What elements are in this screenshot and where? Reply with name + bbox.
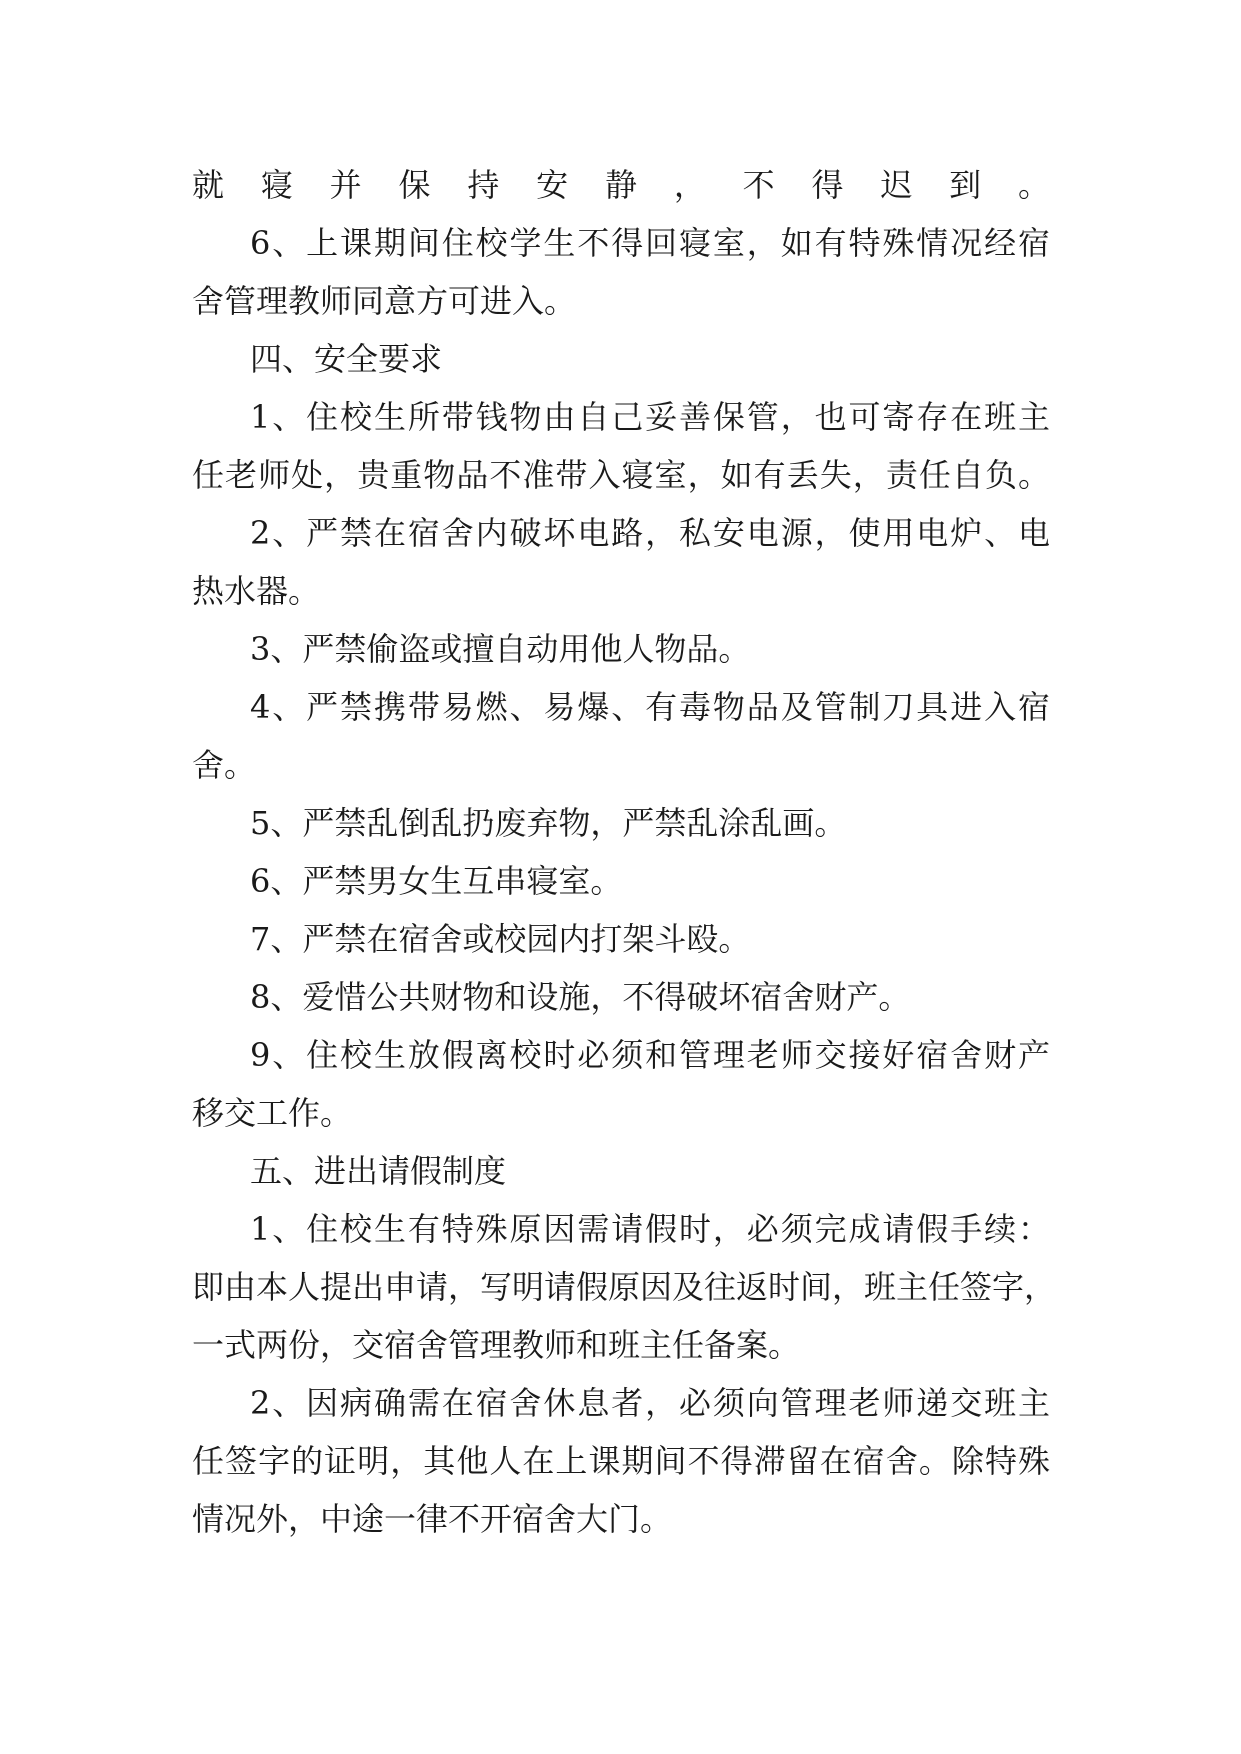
text-line: 情况外，中途一律不开宿舍大门。 bbox=[192, 1500, 673, 1538]
text-line: 1、住校生所带钱物由自己妥善保管，也可寄存在班主 bbox=[250, 398, 1050, 436]
text-line: 5、严禁乱倒乱扔废弃物，严禁乱涂乱画。 bbox=[250, 804, 847, 842]
text-line: 舍。 bbox=[192, 746, 257, 784]
text-line: 热水器。 bbox=[192, 572, 321, 610]
text-line: 2、严禁在宿舍内破坏电路，私安电源，使用电炉、电 bbox=[250, 514, 1050, 552]
text-line: 一式两份，交宿舍管理教师和班主任备案。 bbox=[192, 1326, 801, 1364]
section-heading: 五、进出请假制度 bbox=[250, 1152, 507, 1190]
text-line: 9、住校生放假离校时必须和管理老师交接好宿舍财产 bbox=[250, 1036, 1050, 1074]
text-line: 8、爱惜公共财物和设施，不得破坏宿舍财产。 bbox=[250, 978, 911, 1016]
text-line: 1、住校生有特殊原因需请假时，必须完成请假手续： bbox=[250, 1210, 1050, 1248]
text-line: 任签字的证明，其他人在上课期间不得滞留在宿舍。除特殊 bbox=[192, 1442, 1050, 1480]
text-line: 任老师处，贵重物品不准带入寝室，如有丢失，责任自负。 bbox=[192, 456, 1050, 494]
text-line: 4、严禁携带易燃、易爆、有毒物品及管制刀具进入宿 bbox=[250, 688, 1050, 726]
text-line: 7、严禁在宿舍或校园内打架斗殴。 bbox=[250, 920, 751, 958]
text-line: 2、因病确需在宿舍休息者，必须向管理老师递交班主 bbox=[250, 1384, 1050, 1422]
text-line: 即由本人提出申请，写明请假原因及往返时间，班主任签字， bbox=[192, 1268, 1057, 1306]
text-line: 6、严禁男女生互串寝室。 bbox=[250, 862, 623, 900]
text-line: 移交工作。 bbox=[192, 1094, 353, 1132]
section-heading: 四、安全要求 bbox=[250, 340, 443, 378]
text-line: 就寝并保持安静，不得迟到。 bbox=[192, 166, 1050, 204]
text-line: 舍管理教师同意方可进入。 bbox=[192, 282, 577, 320]
text-line: 6、上课期间住校学生不得回寝室，如有特殊情况经宿 bbox=[250, 224, 1050, 262]
text-line: 3、严禁偷盗或擅自动用他人物品。 bbox=[250, 630, 751, 668]
